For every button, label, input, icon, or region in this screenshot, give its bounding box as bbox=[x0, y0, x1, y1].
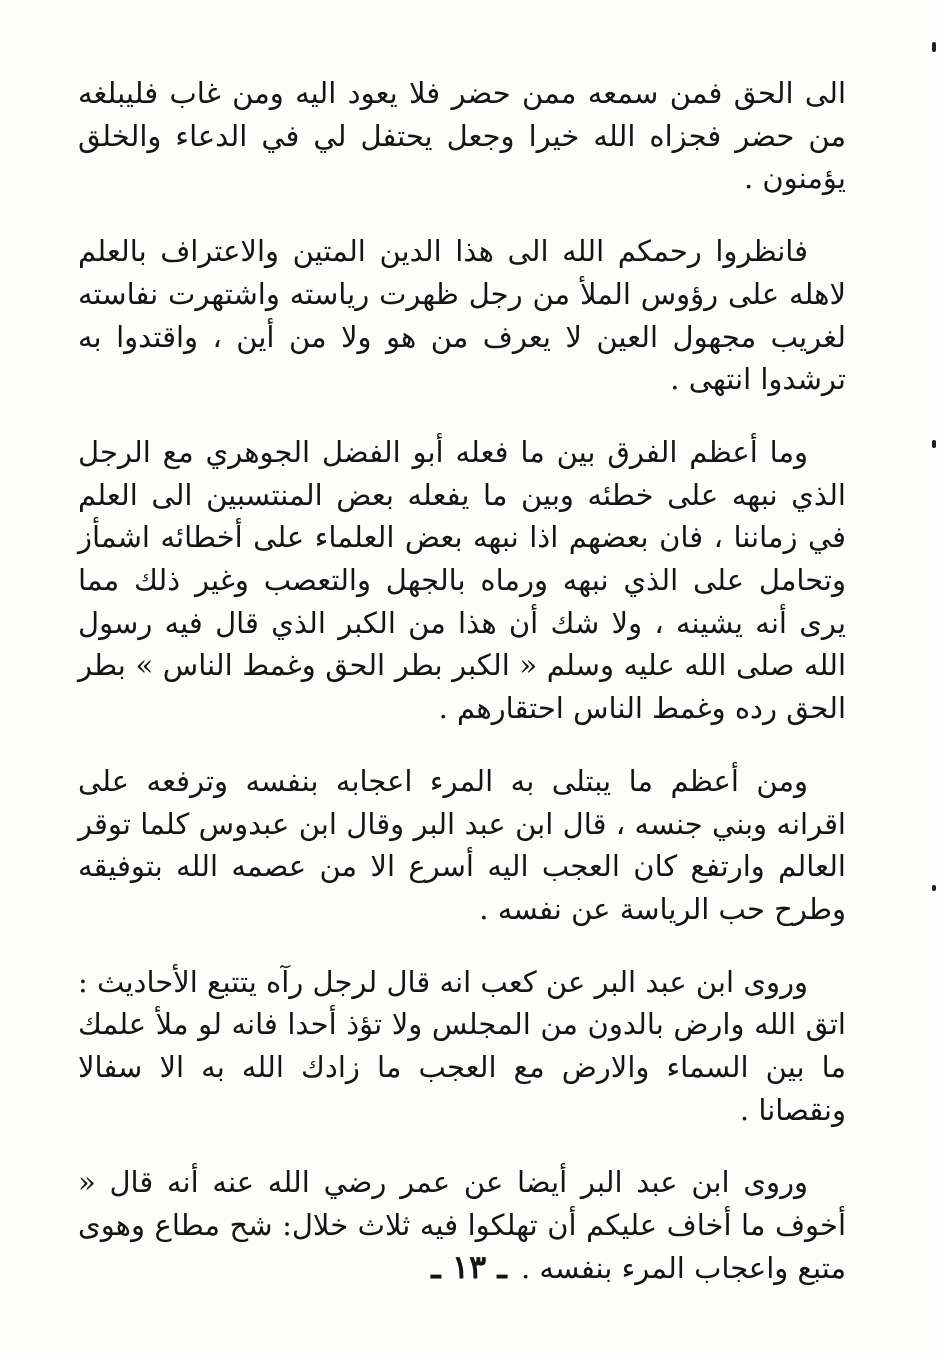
page-number: ـ ١٣ ـ bbox=[431, 1248, 507, 1286]
scan-edge-mark bbox=[932, 42, 936, 52]
scan-edge-mark bbox=[932, 440, 936, 448]
paragraph-2: فانظروا رحمكم الله الى هذا الدين المتين والاعتراف بالعلم لاهله على رؤوس الملأ من رجل ظهرت رياسته واشتهرت نفاسته لغريب مجهول العين لا يعرف من هو ولا من أين ، واقتدوا به ترشدوا انتهى . bbox=[78, 234, 846, 397]
page-body bbox=[78, 72, 846, 1320]
paragraph-6: وروى ابن عبد البر أيضا عن عمر رضي الله عنه أنه قال « أخوف ما أخاف عليكم أن تهلكوا فيه ثلاث خلال: شح مطاع وهوى متبع واعجاب المرء بنفسه . bbox=[78, 1165, 846, 1285]
paragraph-1: الى الحق فمن سمعه ممن حضر فلا يعود اليه ومن غاب فليبلغه من حضر فجزاه الله خيرا وجعل يحتفل لي في الدعاء والخلق يؤمنون . bbox=[78, 76, 846, 196]
paragraph-5: وروى ابن عبد البر عن كعب انه قال لرجل رآه يتتبع الأحاديث : اتق الله وارض بالدون من المجلس ولا تؤذ أحدا فانه لو ملأ علمك ما بين السماء والارض مع العجب ما زادك الله به الا سفالا ونقصانا . bbox=[78, 964, 846, 1127]
paragraph-3: وما أعظم الفرق بين ما فعله أبو الفضل الجوهري مع الرجل الذي نبهه على خطئه وبين ما يفعله بعض المنتسبين الى العلم في زماننا ، فان بعضهم اذا نبهه بعض العلماء على أخطائه اشمأز وتحامل على الذي نبهه ورماه بالجهل والتعصب وغير ذلك مما يرى أنه يشينه ، ولا شك أن هذا من الكبر الذي قال فيه رسول الله صلى الله عليه وسلم « الكبر بطر الحق وغمط الناس » بطر الحق رده وغمط الناس احتقارهم . bbox=[78, 434, 846, 726]
paragraph-4: ومن أعظم ما يبتلى به المرء اعجابه بنفسه وترفعه على اقرانه وبني جنسه ، قال ابن عبد البر وقال ابن عبدوس كلما توقر العالم وارتفع كان العجب اليه أسرع الا من عصمه الله بتوفيقه وطرح حب الرياسة عن نفسه . bbox=[78, 763, 846, 926]
scan-edge-mark bbox=[932, 885, 936, 891]
